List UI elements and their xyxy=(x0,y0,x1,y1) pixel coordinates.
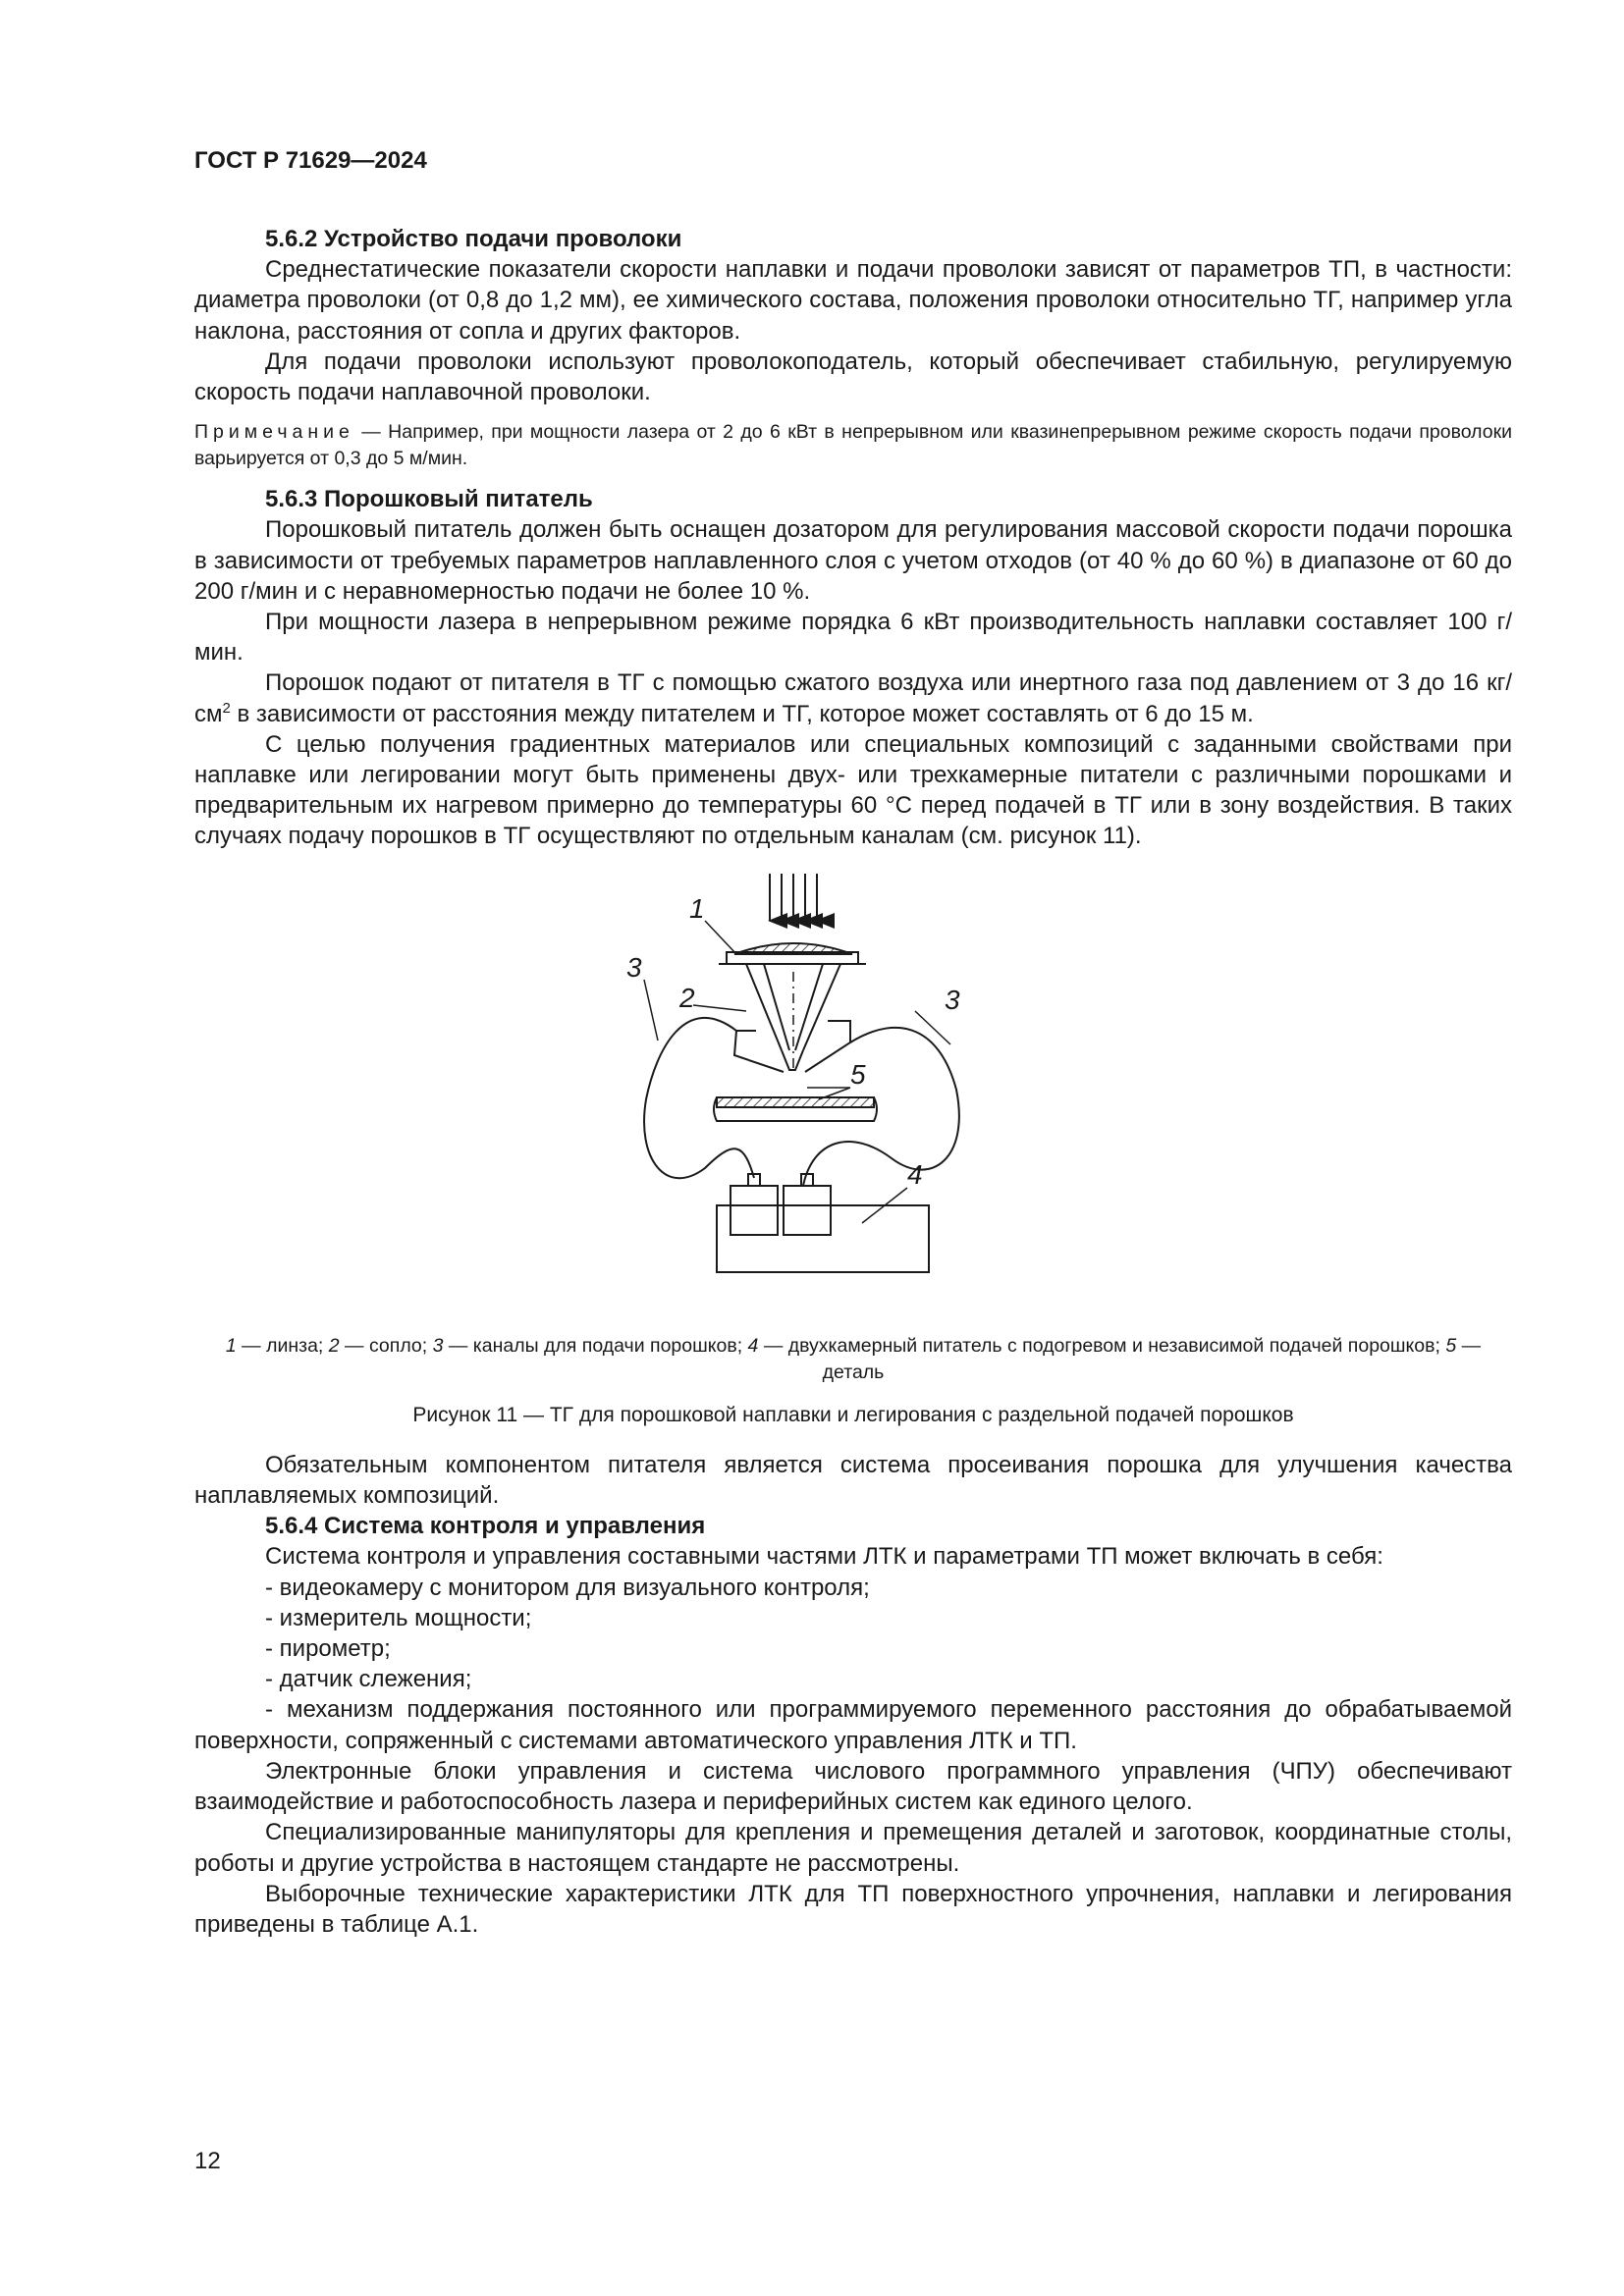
powder-feeder xyxy=(717,1174,929,1272)
label-5: 5 xyxy=(850,1058,866,1090)
section-heading-5-6-3: 5.6.3 Порошковый питатель xyxy=(265,486,593,513)
document-body xyxy=(194,224,1512,1940)
note xyxy=(194,419,1512,472)
note-text: — Например, при мощности лазера от 2 до 6 кВт в непрерывном или квазинепрерывном режиме скорость подачи проволоки варьируется от 0,3 до 5 м/мин. xyxy=(194,421,1512,470)
legend-num: 4 xyxy=(747,1334,759,1357)
paragraph: Система контроля и управления составными частями ЛТК и параметрами ТП может включать в себя: xyxy=(265,1543,1383,1571)
lens xyxy=(719,943,866,964)
label-1: 1 xyxy=(689,892,705,924)
paragraph: С целью получения градиентных материалов или специальных композиций с заданными свойствами при наплавке или легировании могут быть применены двух- или трехкамерные питатели с различными порошками и предварительным их нагревом примерно до температуры 60 °С перед подачей в ТГ или в зону воздействия. В таких случаях подачу порошков в ТГ осуществляют по отдельным каналам (см. рисунок 11). xyxy=(194,730,1512,850)
figure-title: Рисунок 11 — ТГ для порошковой наплавки и легирования с раздельной подачей порошков xyxy=(412,1403,1294,1426)
note-label: Примечание xyxy=(194,421,354,444)
label-3-right: 3 xyxy=(945,984,960,1015)
paragraph: Среднестатические показатели скорости наплавки и подачи проволоки зависят от параметров ТП, в частности: диаметра проволоки (от 0,8 до 1,2 мм), ее химического состава, положения проволоки относительно ТГ, например угла наклона, расстояния от сопла и других факторов. xyxy=(194,256,1512,345)
paragraph: При мощности лазера в непрерывном режиме порядка 6 кВт производительность наплавки составляет 100 г/мин. xyxy=(194,609,1512,667)
superscript: 2 xyxy=(222,699,231,717)
legend-text: — деталь xyxy=(822,1334,1482,1383)
paragraph: Порошковый питатель должен быть оснащен дозатором для регулирования массовой скорости подачи порошка в зависимости от требуемых параметров наплавленного слоя с учетом отходов (от 40 % до 60 %) в диапазоне от 60 до 200 г/мин и с неравномерностью подачи не более 10 %. xyxy=(194,516,1512,605)
label-3-left: 3 xyxy=(626,951,642,983)
legend-num: 1 xyxy=(225,1334,237,1357)
label-2: 2 xyxy=(679,982,695,1013)
label-4: 4 xyxy=(907,1158,923,1190)
paragraph-part: Порошок подают от питателя в ТГ с помощью сжатого воздуха или инертного газа под давлением от 3 до 16 кг/см xyxy=(194,669,1512,727)
legend-num: 5 xyxy=(1445,1334,1457,1357)
list-item: - датчик слежения; xyxy=(265,1666,472,1693)
legend-text: — линза; xyxy=(236,1334,329,1357)
nozzle xyxy=(734,964,850,1072)
legend-text: — сопло; xyxy=(339,1334,433,1357)
list-item: - механизм поддержания постоянного или программируемого переменного расстояния до обрабатываемой поверхности, сопряженный с системами автоматического управления ЛТК и ТП. xyxy=(194,1696,1512,1754)
legend-text: — двухкамерный питатель с подогревом и независимой подачей порошков; xyxy=(758,1334,1446,1357)
paragraph: Для подачи проволоки используют проволокоподатель, который обеспечивает стабильную, регулируемую скорость подачи наплавочной проволоки. xyxy=(194,347,1512,406)
list-item: - пирометр; xyxy=(265,1635,391,1663)
figure-11 xyxy=(194,874,1512,1325)
legend-num: 3 xyxy=(432,1334,444,1357)
laser-beam-arrows xyxy=(770,874,817,921)
section-heading-5-6-4: 5.6.4 Система контроля и управления xyxy=(265,1513,706,1540)
legend-num: 2 xyxy=(328,1334,340,1357)
legend-text: — каналы для подачи порошков; xyxy=(443,1334,748,1357)
powder-feed-diagram xyxy=(626,874,1098,1325)
paragraph: Специализированные манипуляторы для крепления и премещения деталей и заготовок, координатные столы, роботы и другие устройства в настоящем стандарте не рассмотрены. xyxy=(194,1819,1512,1877)
paragraph: Обязательным компонентом питателя является система просеивания порошка для улучшения качества наплавляемых композиций. xyxy=(194,1451,1512,1510)
list-item: - видеокамеру с монитором для визуального контроля; xyxy=(265,1574,870,1601)
list-item: - измеритель мощности; xyxy=(265,1604,532,1631)
page-number: 12 xyxy=(194,2148,221,2174)
paragraph: Выборочные технические характеристики ЛТК для ТП поверхностного упрочнения, наплавки и легирования приведены в таблице А.1. xyxy=(194,1880,1512,1938)
document-header: ГОСТ Р 71629—2024 xyxy=(194,147,427,174)
paragraph: Электронные блоки управления и система числового программного управления (ЧПУ) обеспечивают взаимодействие и работоспособность лазера и периферийных систем как единого целого. xyxy=(194,1757,1512,1816)
paragraph-part: в зависимости от расстояния между питателем и ТГ, которое может составлять от 6 до 15 м. xyxy=(230,700,1254,727)
figure-legend xyxy=(194,1333,1512,1386)
workpiece xyxy=(714,1097,877,1121)
paragraph xyxy=(194,667,1512,728)
section-heading-5-6-2: 5.6.2 Устройство подачи проволоки xyxy=(265,226,682,252)
